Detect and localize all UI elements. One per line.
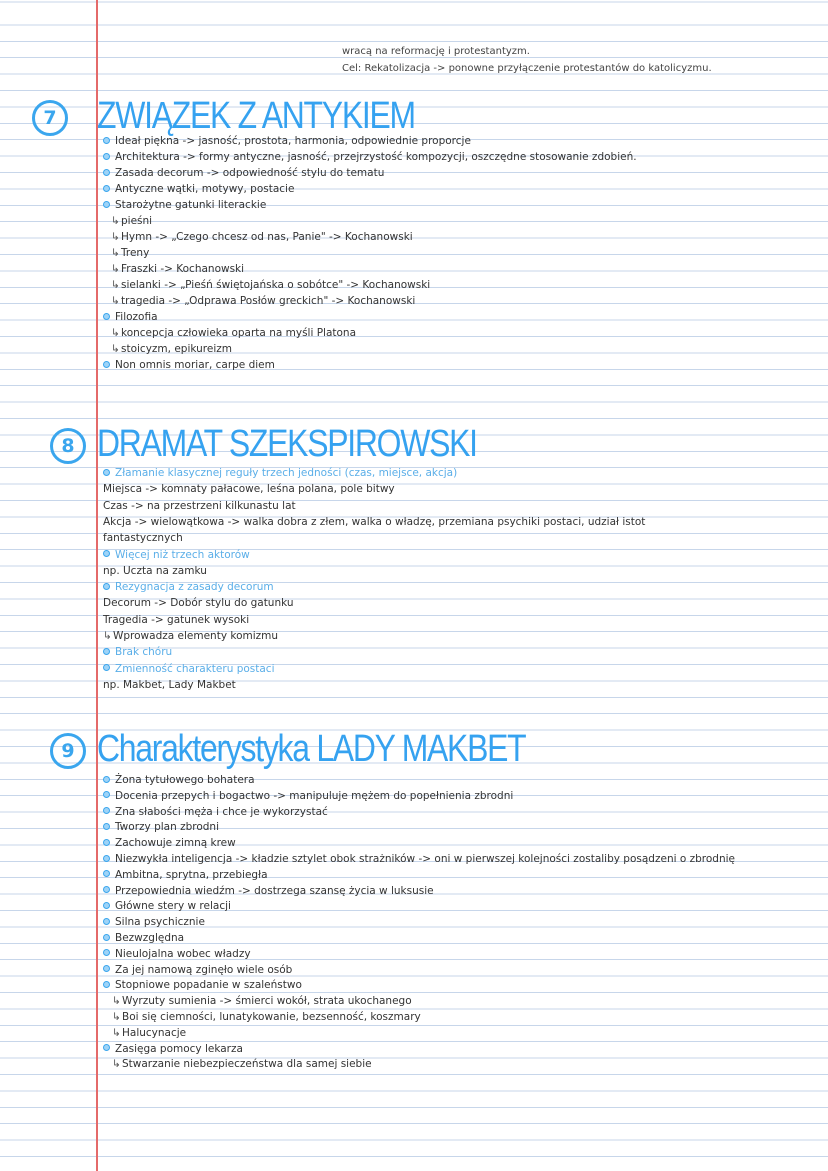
note-text: Złamanie klasycznej reguły trzech jedności (czas, miejsce, akcja) — [115, 467, 458, 479]
sub-arrow-icon: ↳ — [111, 343, 120, 355]
bullet-dot-icon — [103, 934, 110, 941]
note-line — [111, 293, 415, 309]
note-line — [111, 245, 149, 261]
note-text: Główne stery w relacji — [115, 900, 231, 913]
note-line — [103, 772, 255, 788]
note-text: Halucynacje — [122, 1026, 187, 1039]
bullet-dot-icon — [103, 550, 110, 557]
sub-arrow-icon: ↳ — [103, 630, 112, 642]
note-text: Bezwzględna — [115, 932, 185, 944]
note-line — [103, 644, 172, 660]
sub-arrow-icon: ↳ — [111, 279, 120, 291]
note-text: Więcej niż trzech aktorów — [115, 548, 250, 561]
note-text: Zmienność charakteru postaci — [115, 662, 275, 675]
note-line — [103, 851, 735, 867]
note-text: Tworzy plan zbrodni — [115, 821, 220, 834]
note-text: Starożytne gatunki literackie — [115, 199, 267, 211]
note-line — [103, 309, 158, 325]
note-text: Zasada decorum -> odpowiedność stylu do tematu — [115, 167, 385, 179]
note-line — [103, 579, 274, 595]
sub-arrow-icon: ↳ — [111, 263, 120, 275]
note-line — [103, 563, 207, 579]
section-number-badge: 8 — [50, 428, 86, 464]
bullet-dot-icon — [103, 361, 110, 368]
page-margin-line — [96, 0, 98, 1171]
note-text: Stwarzanie niebezpieczeństwa dla samej siebie — [122, 1058, 372, 1071]
bullet-dot-icon — [103, 918, 110, 925]
sub-arrow-icon: ↳ — [112, 1026, 121, 1039]
note-line — [103, 1041, 243, 1057]
note-text: Nieulojalna wobec władzy — [115, 947, 251, 960]
bullet-dot-icon — [103, 855, 110, 862]
note-text: Rezygnacja z zasady decorum — [115, 581, 274, 594]
note-text: Fraszki -> Kochanowski — [121, 263, 245, 275]
intro-line-1: wracą na reformację i protestantyzm. — [342, 46, 530, 57]
section-title: DRAMAT SZEKSPIROWSKI — [97, 423, 477, 465]
note-text: Hymn -> „Czego chcesz od nas, Panie" -> Kochanowski — [121, 231, 413, 243]
note-text: Brak chóru — [115, 646, 173, 659]
section-number-badge: 7 — [32, 100, 68, 136]
note-line — [103, 930, 184, 946]
note-line — [103, 357, 275, 373]
note-text: Treny — [121, 247, 150, 259]
note-text: fantastycznych — [103, 532, 183, 545]
note-line — [103, 677, 236, 693]
note-text: np. Uczta na zamku — [103, 564, 207, 577]
bullet-dot-icon — [103, 870, 110, 877]
note-line — [111, 341, 232, 357]
note-line — [103, 914, 205, 930]
note-text: Tragedia -> gatunek wysoki — [103, 613, 250, 626]
note-line — [103, 628, 278, 644]
bullet-dot-icon — [103, 469, 110, 476]
bullet-dot-icon — [103, 791, 110, 798]
note-line — [103, 946, 251, 962]
sub-arrow-icon: ↳ — [112, 1011, 121, 1023]
note-text: Akcja -> wielowątkowa -> walka dobra z złem, walka o władzę, przemiana psychiki postaci, udział istot — [103, 515, 646, 528]
note-line — [112, 1025, 186, 1041]
note-line — [103, 514, 645, 530]
note-text: pieśni — [121, 215, 153, 227]
note-line — [111, 261, 244, 277]
note-text: Ambitna, sprytna, przebiegła — [115, 868, 268, 881]
bullet-dot-icon — [103, 169, 110, 176]
bullet-dot-icon — [103, 313, 110, 320]
bullet-dot-icon — [103, 185, 110, 192]
bullet-dot-icon — [103, 949, 110, 956]
note-line — [103, 819, 219, 835]
note-line — [111, 229, 413, 245]
section-number-badge: 9 — [50, 733, 86, 769]
note-text: Docenia przepych i bogactwo -> manipuluje mężem do popełnienia zbrodni — [115, 789, 514, 802]
note-line — [103, 133, 471, 149]
bullet-dot-icon — [103, 153, 110, 160]
bullet-dot-icon — [103, 886, 110, 893]
bullet-dot-icon — [103, 648, 110, 655]
note-text: Architektura -> formy antyczne, jasność, przejrzystość kompozycji, oszczędne stosowanie zdobień. — [115, 151, 637, 163]
note-line — [103, 181, 294, 197]
sub-arrow-icon: ↳ — [112, 995, 121, 1008]
note-line — [111, 325, 356, 341]
bullet-dot-icon — [103, 664, 110, 671]
note-text: Silna psychicznie — [115, 916, 205, 929]
sub-arrow-icon: ↳ — [111, 215, 120, 227]
note-text: Przepowiednia wiedźm -> dostrzega szansę życia w luksusie — [115, 884, 434, 897]
bullet-dot-icon — [103, 583, 110, 590]
note-line — [112, 1009, 421, 1025]
note-text: Wyrzuty sumienia -> śmierci wokół, strata ukochanego — [122, 995, 412, 1008]
note-text: Miejsca -> komnaty pałacowe, leśna polana, pole bitwy — [103, 483, 395, 496]
bullet-dot-icon — [103, 201, 110, 208]
note-text: Wprowadza elementy komizmu — [113, 630, 279, 642]
note-text: Stopniowe popadanie w szaleństwo — [115, 979, 302, 992]
note-text: np. Makbet, Lady Makbet — [103, 678, 236, 691]
note-text: koncepcja człowieka oparta na myśli Platona — [121, 327, 357, 339]
note-text: Żona tytułowego bohatera — [115, 774, 255, 786]
note-text: Czas -> na przestrzeni kilkunastu lat — [103, 499, 296, 512]
sub-arrow-icon: ↳ — [111, 231, 120, 243]
sub-arrow-icon: ↳ — [111, 327, 120, 339]
note-line — [103, 197, 266, 213]
note-text: Zasięga pomocy lekarza — [115, 1042, 243, 1055]
bullet-dot-icon — [103, 137, 110, 144]
bullet-dot-icon — [103, 981, 110, 988]
note-line — [103, 530, 183, 546]
note-text: Boi się ciemności, lunatykowanie, bezsenność, koszmary — [122, 1011, 421, 1023]
bullet-dot-icon — [103, 965, 110, 972]
note-text: Filozofia — [115, 311, 158, 323]
note-line — [103, 898, 231, 914]
note-line — [103, 835, 236, 851]
note-text: Antyczne wątki, motywy, postacie — [115, 183, 295, 195]
bullet-dot-icon — [103, 807, 110, 814]
note-line — [103, 547, 250, 563]
note-text: Non omnis moriar, carpe diem — [115, 359, 275, 371]
note-line — [103, 867, 268, 883]
note-line — [103, 883, 434, 899]
note-text: Ideał piękna -> jasność, prostota, harmonia, odpowiednie proporcje — [115, 135, 471, 147]
note-line — [103, 498, 296, 514]
sub-arrow-icon: ↳ — [112, 1058, 121, 1071]
note-line — [103, 962, 292, 978]
bullet-dot-icon — [103, 902, 110, 909]
note-text: Za jej namową zginęło wiele osób — [115, 963, 293, 976]
sub-arrow-icon: ↳ — [111, 295, 120, 307]
note-text: tragedia -> „Odprawa Posłów greckich" -> Kochanowski — [121, 295, 416, 307]
section-title: ZWIĄZEK Z ANTYKIEM — [97, 95, 415, 137]
note-line — [103, 481, 395, 497]
note-line — [103, 165, 384, 181]
note-line — [103, 804, 328, 820]
note-line — [103, 661, 275, 677]
note-text: Niezwykła inteligencja -> kładzie sztylet obok strażników -> oni w pierwszej kolejności zostaliby posądzeni o zbrodnię — [115, 853, 735, 865]
bullet-dot-icon — [103, 823, 110, 830]
intro-line-2: Cel: Rekatolizacja -> ponowne przyłączenie protestantów do katolicyzmu. — [342, 63, 712, 74]
note-line — [111, 277, 430, 293]
note-line — [111, 213, 152, 229]
note-text: Decorum -> Dobór stylu do gatunku — [103, 597, 294, 610]
note-line — [103, 149, 637, 165]
note-line — [103, 788, 513, 804]
bullet-dot-icon — [103, 839, 110, 846]
note-line — [112, 993, 412, 1009]
note-text: Zachowuje zimną krew — [115, 837, 236, 850]
bullet-dot-icon — [103, 1044, 110, 1051]
bullet-dot-icon — [103, 776, 110, 783]
note-line — [103, 612, 249, 628]
sub-arrow-icon: ↳ — [111, 247, 120, 259]
note-text: sielanki -> „Pieśń świętojańska o sobótce" -> Kochanowski — [121, 279, 431, 291]
note-line — [103, 977, 302, 993]
section-title: Charakterystyka LADY MAKBET — [97, 728, 526, 770]
note-line — [103, 465, 457, 481]
note-text: Zna słabości męża i chce je wykorzystać — [115, 805, 328, 818]
note-line — [103, 595, 294, 611]
note-text: stoicyzm, epikureizm — [121, 343, 232, 355]
note-line — [112, 1056, 372, 1072]
